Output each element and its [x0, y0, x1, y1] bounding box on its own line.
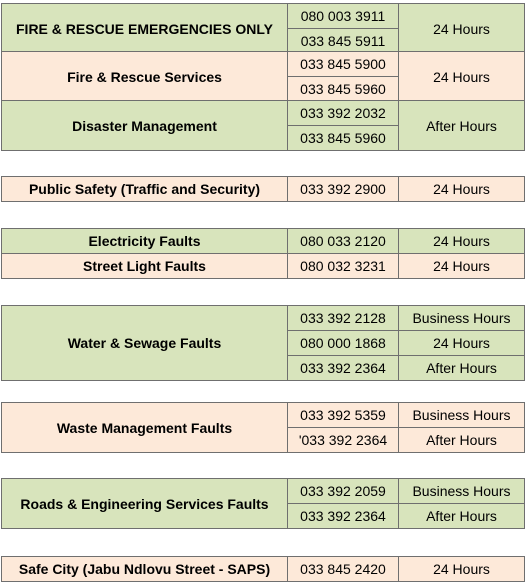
- phone-number: 033 845 5900: [288, 52, 399, 77]
- service-hours: 24 Hours: [399, 52, 525, 102]
- phone-number: '033 392 2364: [288, 428, 399, 453]
- phone-number: 033 392 2059: [288, 479, 399, 504]
- phone-number: 080 032 3231: [288, 254, 399, 279]
- contact-group-disaster-management: [1, 100, 525, 151]
- contact-group-roads-engineering: [1, 478, 525, 529]
- service-hours: 24 Hours: [399, 254, 525, 279]
- service-name: Electricity Faults: [2, 229, 288, 254]
- service-name: Waste Management Faults: [2, 403, 288, 453]
- phone-number: 080 033 2120: [288, 229, 399, 254]
- phone-number: 033 392 2128: [288, 306, 399, 331]
- contact-group-water-sewage: [1, 305, 525, 381]
- service-name: Public Safety (Traffic and Security): [2, 177, 288, 202]
- phone-number: 033 392 2364: [288, 356, 399, 381]
- contact-group-waste-management: [1, 402, 525, 453]
- service-hours: After Hours: [399, 504, 525, 529]
- service-hours: 24 Hours: [399, 4, 525, 54]
- service-name: Roads & Engineering Services Faults: [2, 479, 288, 529]
- contact-group-fire-emergencies: [1, 3, 525, 54]
- contact-group-safe-city: [1, 556, 525, 582]
- service-hours: Business Hours: [399, 403, 525, 428]
- service-hours: 24 Hours: [399, 331, 525, 356]
- phone-number: 033 845 5960: [288, 126, 399, 151]
- phone-number: 033 845 5911: [288, 29, 399, 54]
- service-hours: After Hours: [399, 356, 525, 381]
- service-hours: After Hours: [399, 101, 525, 151]
- service-hours: Business Hours: [399, 479, 525, 504]
- service-name: Safe City (Jabu Ndlovu Street - SAPS): [2, 557, 288, 582]
- phone-number: 080 003 3911: [288, 4, 399, 29]
- service-hours: 24 Hours: [399, 229, 525, 254]
- service-hours: After Hours: [399, 428, 525, 453]
- service-name: Disaster Management: [2, 101, 288, 151]
- service-name: Street Light Faults: [2, 254, 288, 279]
- service-hours: 24 Hours: [399, 177, 525, 202]
- phone-number: 033 392 2032: [288, 101, 399, 126]
- phone-number: 033 392 5359: [288, 403, 399, 428]
- contact-group-fire-rescue-services: [1, 51, 525, 102]
- service-name: Fire & Rescue Services: [2, 52, 288, 102]
- service-hours: 24 Hours: [399, 557, 525, 582]
- phone-number: 033 392 2900: [288, 177, 399, 202]
- phone-number: 033 845 2420: [288, 557, 399, 582]
- phone-number: 080 000 1868: [288, 331, 399, 356]
- service-name: FIRE & RESCUE EMERGENCIES ONLY: [2, 4, 288, 54]
- phone-number: 033 392 2364: [288, 504, 399, 529]
- contact-group-public-safety: [1, 176, 525, 202]
- phone-number: 033 845 5960: [288, 77, 399, 102]
- service-hours: Business Hours: [399, 306, 525, 331]
- contact-group-electricity: [1, 228, 525, 279]
- service-name: Water & Sewage Faults: [2, 306, 288, 381]
